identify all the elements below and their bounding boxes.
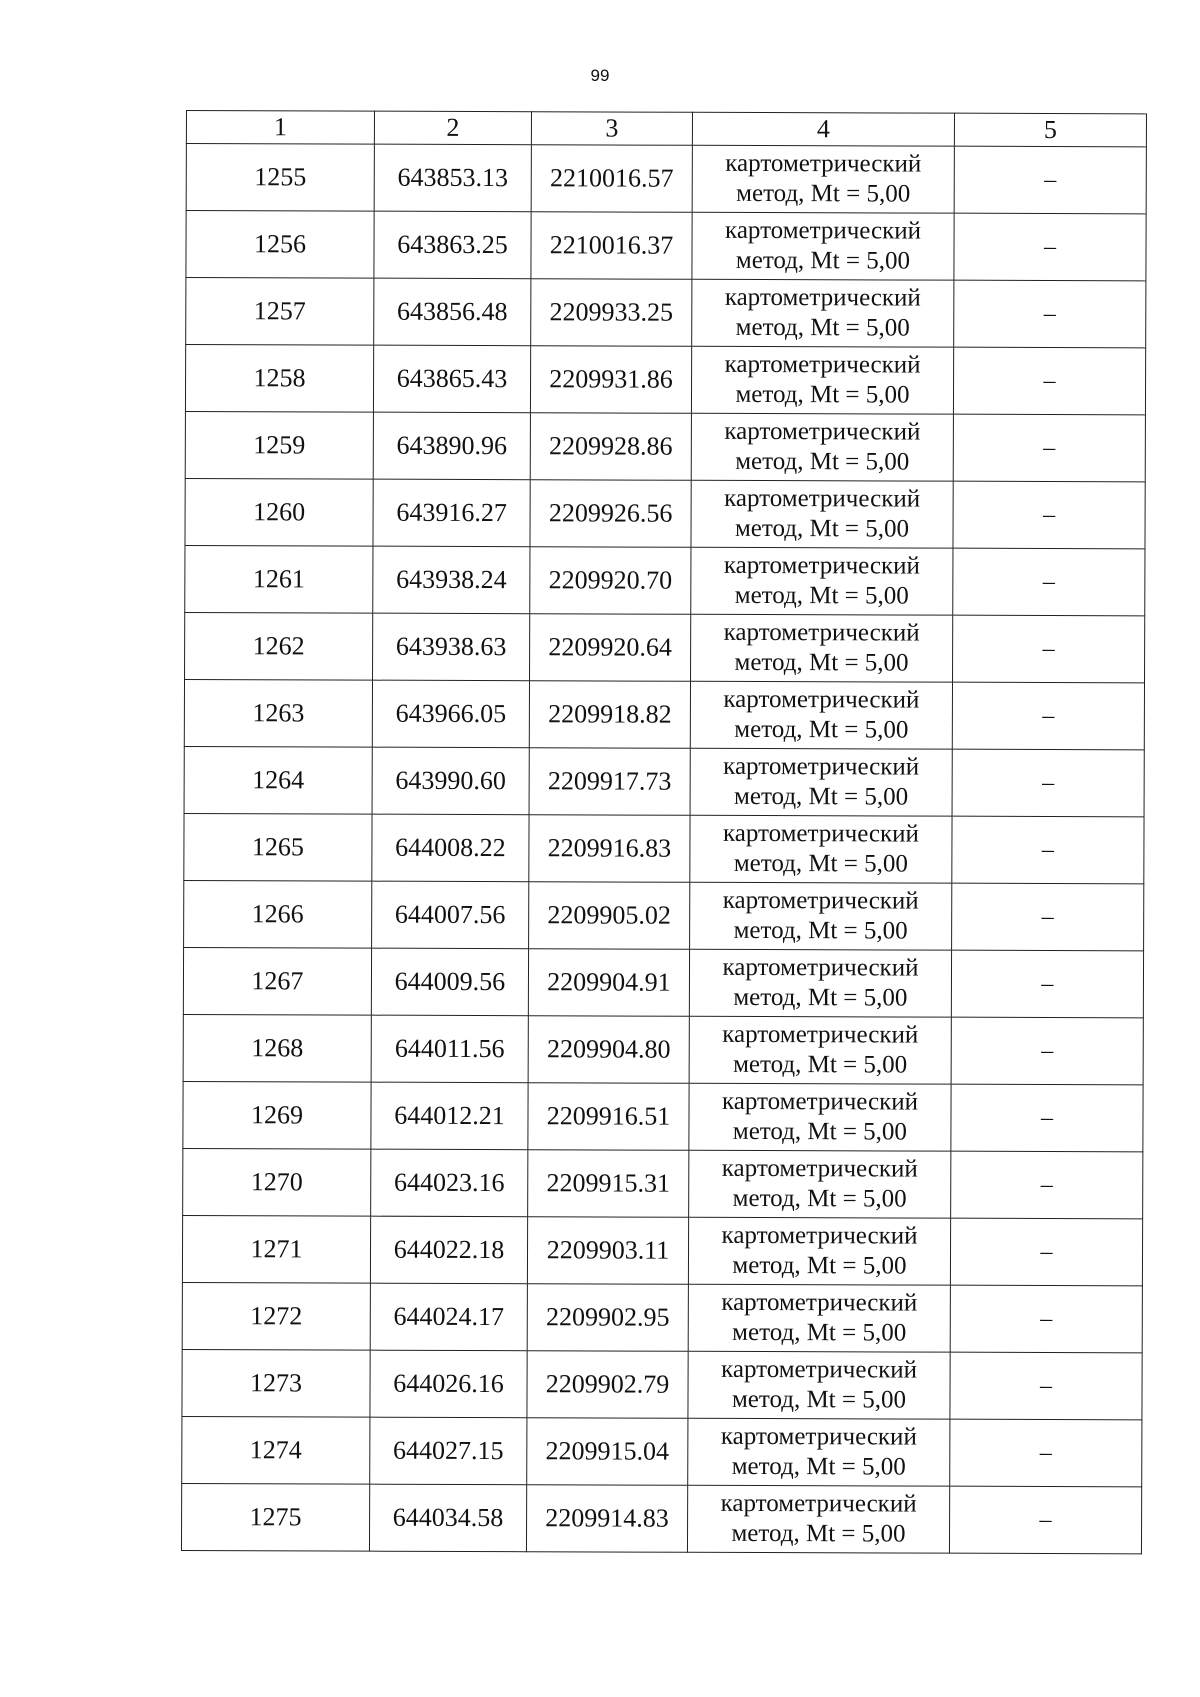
table-row xyxy=(181,1483,1141,1553)
method-line-2: метод, Mt = 5,00 xyxy=(732,1251,907,1280)
method-line-1: картометрический xyxy=(723,685,920,714)
point-number-cell: 1261 xyxy=(185,545,373,613)
x-coordinate-cell: 643938.24 xyxy=(373,546,530,614)
method-cell xyxy=(692,145,954,213)
method-line-1: картометрический xyxy=(723,551,920,580)
point-number-cell: 1259 xyxy=(185,411,373,479)
x-coordinate-cell: 644012.21 xyxy=(371,1082,528,1150)
method-cell xyxy=(687,1485,949,1553)
method-cell xyxy=(691,346,953,414)
method-line-1: картометрический xyxy=(721,1221,918,1250)
x-coordinate-cell: 643856.48 xyxy=(374,278,531,346)
note-cell: – xyxy=(953,347,1145,415)
method-line-1: картометрический xyxy=(722,819,920,848)
x-coordinate-cell: 643865.43 xyxy=(373,345,530,413)
method-line-1: картометрический xyxy=(721,1154,918,1183)
method-line-1: картометрический xyxy=(724,283,921,312)
table-row xyxy=(186,211,1146,281)
method-line-1: картометрический xyxy=(724,350,921,379)
x-coordinate-cell: 643853.13 xyxy=(374,144,531,212)
coordinates-table xyxy=(181,110,1147,1554)
point-number-cell: 1260 xyxy=(185,478,373,546)
table-header xyxy=(186,111,1146,147)
y-coordinate-cell: 2209905.02 xyxy=(529,882,690,950)
method-line-1: картометрический xyxy=(725,216,922,245)
method-cell xyxy=(690,681,952,749)
method-line-1: картометрический xyxy=(722,886,919,915)
header-cell-5: 5 xyxy=(954,113,1146,147)
point-number-cell: 1262 xyxy=(185,612,373,680)
method-line-1: картометрический xyxy=(724,484,921,513)
method-cell xyxy=(689,1150,951,1218)
y-coordinate-cell: 2210016.37 xyxy=(531,212,692,280)
x-coordinate-cell: 644024.17 xyxy=(370,1283,527,1351)
point-number-cell: 1270 xyxy=(183,1148,371,1216)
method-line-2: метод, Mt = 5,00 xyxy=(736,179,911,208)
method-line-2: метод, Mt = 5,00 xyxy=(732,1318,907,1347)
method-line-2: метод, Mt = 5,00 xyxy=(732,1184,907,1213)
method-line-2: метод, Mt = 5,00 xyxy=(734,581,909,610)
note-cell: – xyxy=(951,1151,1143,1219)
x-coordinate-cell: 644023.16 xyxy=(371,1149,528,1217)
note-cell: – xyxy=(951,950,1143,1018)
y-coordinate-cell: 2209916.51 xyxy=(528,1083,689,1151)
y-coordinate-cell: 2210016.57 xyxy=(531,145,692,213)
method-line-1: картометрический xyxy=(721,1355,918,1384)
note-cell: – xyxy=(952,682,1144,750)
method-cell xyxy=(688,1351,950,1419)
table-row xyxy=(184,679,1144,749)
point-number-cell: 1267 xyxy=(183,947,371,1015)
table-row xyxy=(184,813,1144,883)
x-coordinate-cell: 644022.18 xyxy=(370,1216,527,1284)
table-row xyxy=(185,478,1145,548)
header-cell-3: 3 xyxy=(531,112,692,146)
note-cell: – xyxy=(949,1486,1141,1554)
method-cell xyxy=(691,547,953,615)
note-cell: – xyxy=(953,414,1145,482)
method-cell xyxy=(691,480,953,548)
note-cell: – xyxy=(950,1419,1142,1487)
y-coordinate-cell: 2209902.79 xyxy=(527,1351,688,1419)
method-cell xyxy=(692,212,954,280)
table-row xyxy=(185,411,1145,481)
method-line-2: метод, Mt = 5,00 xyxy=(735,380,910,409)
note-cell: – xyxy=(954,213,1146,281)
y-coordinate-cell: 2209902.95 xyxy=(527,1284,688,1352)
method-line-1: картометрический xyxy=(723,752,920,781)
y-coordinate-cell: 2209917.73 xyxy=(529,748,690,816)
note-cell: – xyxy=(950,1352,1142,1420)
method-cell xyxy=(688,1418,950,1486)
table-row xyxy=(185,345,1145,415)
table-row xyxy=(182,1215,1142,1285)
table-row xyxy=(183,1081,1143,1151)
method-line-1: картометрический xyxy=(722,953,919,982)
method-line-1: картометрический xyxy=(724,417,921,446)
method-cell xyxy=(690,882,952,950)
table-row xyxy=(183,1148,1143,1218)
table-body xyxy=(181,144,1146,1554)
x-coordinate-cell: 643916.27 xyxy=(373,479,530,547)
point-number-cell: 1274 xyxy=(182,1416,370,1484)
table-row xyxy=(183,947,1143,1017)
x-coordinate-cell: 644008.22 xyxy=(372,814,529,882)
method-cell xyxy=(689,1016,951,1084)
note-cell: – xyxy=(953,615,1145,683)
x-coordinate-cell: 644034.58 xyxy=(369,1484,526,1552)
method-line-2: метод, Mt = 5,00 xyxy=(734,782,909,811)
method-cell xyxy=(689,1083,951,1151)
note-cell: – xyxy=(952,883,1144,951)
point-number-cell: 1256 xyxy=(186,211,374,279)
method-line-2: метод, Mt = 5,00 xyxy=(734,715,909,744)
note-cell: – xyxy=(950,1218,1142,1286)
method-line-2: метод, Mt = 5,00 xyxy=(731,1385,907,1414)
header-cell-4: 4 xyxy=(692,112,954,146)
x-coordinate-cell: 644007.56 xyxy=(372,881,529,949)
x-coordinate-cell: 644011.56 xyxy=(371,1015,528,1083)
table-row xyxy=(185,545,1145,615)
point-number-cell: 1264 xyxy=(184,746,372,814)
method-line-1: картометрический xyxy=(722,1020,919,1049)
point-number-cell: 1266 xyxy=(184,880,372,948)
point-number-cell: 1271 xyxy=(182,1215,370,1283)
note-cell: – xyxy=(954,146,1146,214)
x-coordinate-cell: 644026.16 xyxy=(370,1350,527,1418)
point-number-cell: 1263 xyxy=(184,679,372,747)
method-line-1: картометрический xyxy=(721,1087,919,1116)
note-cell: – xyxy=(951,1017,1143,1085)
y-coordinate-cell: 2209914.83 xyxy=(526,1485,687,1553)
point-number-cell: 1257 xyxy=(186,278,374,346)
method-line-1: картометрический xyxy=(720,1422,917,1451)
note-cell: – xyxy=(954,280,1146,348)
point-number-cell: 1269 xyxy=(183,1081,371,1149)
y-coordinate-cell: 2209928.86 xyxy=(530,413,691,481)
table-row xyxy=(182,1282,1142,1352)
method-line-1: картометрический xyxy=(723,618,920,647)
y-coordinate-cell: 2209903.11 xyxy=(527,1217,688,1285)
x-coordinate-cell: 643863.25 xyxy=(374,211,531,279)
header-cell-2: 2 xyxy=(374,111,531,145)
table-row xyxy=(184,880,1144,950)
y-coordinate-cell: 2209904.80 xyxy=(528,1016,689,1084)
page-number: 99 xyxy=(590,66,610,85)
point-number-cell: 1255 xyxy=(186,144,374,212)
note-cell: – xyxy=(950,1285,1142,1353)
note-cell: – xyxy=(952,749,1144,817)
y-coordinate-cell: 2209933.25 xyxy=(531,279,692,347)
table-row xyxy=(186,144,1146,214)
x-coordinate-cell: 643990.60 xyxy=(372,747,529,815)
method-line-2: метод, Mt = 5,00 xyxy=(735,447,910,476)
table-row xyxy=(182,1416,1142,1486)
method-line-2: метод, Mt = 5,00 xyxy=(735,313,910,342)
method-cell xyxy=(688,1284,950,1352)
y-coordinate-cell: 2209915.31 xyxy=(528,1150,689,1218)
y-coordinate-cell: 2209916.83 xyxy=(529,815,690,883)
x-coordinate-cell: 643938.63 xyxy=(373,613,530,681)
point-number-cell: 1268 xyxy=(183,1014,371,1082)
method-line-1: картометрический xyxy=(725,149,922,178)
x-coordinate-cell: 643966.05 xyxy=(372,680,529,748)
point-number-cell: 1258 xyxy=(185,345,373,413)
method-line-2: метод, Mt = 5,00 xyxy=(735,246,911,275)
y-coordinate-cell: 2209918.82 xyxy=(529,681,690,749)
x-coordinate-cell: 643890.96 xyxy=(373,412,530,480)
x-coordinate-cell: 644009.56 xyxy=(371,948,528,1016)
method-line-2: метод, Mt = 5,00 xyxy=(731,1519,906,1548)
method-line-2: метод, Mt = 5,00 xyxy=(733,916,908,945)
y-coordinate-cell: 2209904.91 xyxy=(528,949,689,1017)
method-cell xyxy=(689,949,951,1017)
note-cell: – xyxy=(953,481,1145,549)
table-row xyxy=(184,746,1144,816)
method-cell xyxy=(690,748,952,816)
method-cell xyxy=(688,1217,950,1285)
note-cell: – xyxy=(953,548,1145,616)
header-cell-1: 1 xyxy=(186,111,374,145)
y-coordinate-cell: 2209915.04 xyxy=(527,1418,688,1486)
point-number-cell: 1272 xyxy=(182,1282,370,1350)
method-line-2: метод, Mt = 5,00 xyxy=(731,1452,906,1481)
note-cell: – xyxy=(952,816,1144,884)
table-row xyxy=(183,1014,1143,1084)
y-coordinate-cell: 2209920.70 xyxy=(530,547,691,615)
method-line-2: метод, Mt = 5,00 xyxy=(734,514,910,543)
table-row xyxy=(185,612,1145,682)
method-line-2: метод, Mt = 5,00 xyxy=(733,983,908,1012)
method-line-2: метод, Mt = 5,00 xyxy=(733,849,908,878)
method-line-2: метод, Mt = 5,00 xyxy=(732,1117,907,1146)
table-row xyxy=(186,278,1146,348)
method-cell xyxy=(691,413,953,481)
point-number-cell: 1275 xyxy=(181,1483,369,1551)
method-line-2: метод, Mt = 5,00 xyxy=(733,1050,908,1079)
point-number-cell: 1273 xyxy=(182,1349,370,1417)
method-line-1: картометрический xyxy=(720,1489,917,1518)
y-coordinate-cell: 2209920.64 xyxy=(530,614,691,682)
coordinates-table-wrapper xyxy=(181,110,1146,1554)
point-number-cell: 1265 xyxy=(184,813,372,881)
y-coordinate-cell: 2209931.86 xyxy=(530,346,691,414)
method-cell xyxy=(691,614,953,682)
x-coordinate-cell: 644027.15 xyxy=(370,1417,527,1485)
method-cell xyxy=(692,279,954,347)
method-line-1: картометрический xyxy=(721,1288,918,1317)
table-row xyxy=(182,1349,1142,1419)
method-cell xyxy=(690,815,952,883)
y-coordinate-cell: 2209926.56 xyxy=(530,480,691,548)
note-cell: – xyxy=(951,1084,1143,1152)
method-line-2: метод, Mt = 5,00 xyxy=(734,648,909,677)
header-row xyxy=(186,111,1146,147)
